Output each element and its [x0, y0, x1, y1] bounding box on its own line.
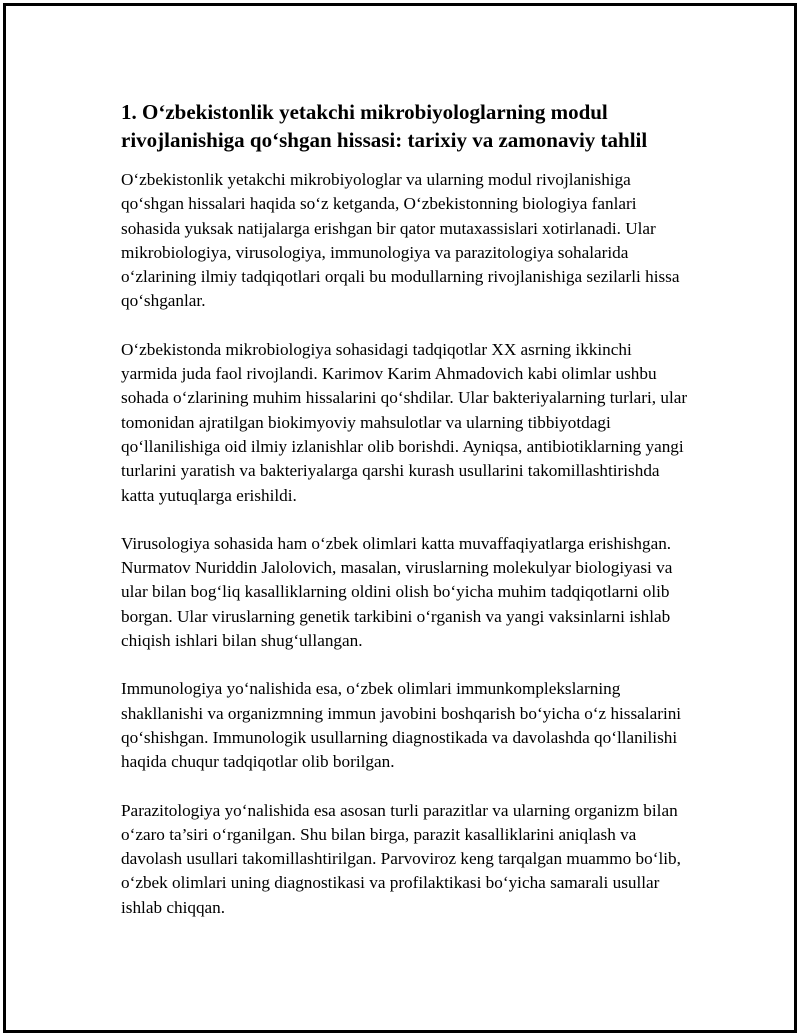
section-heading: 1. O‘zbekistonlik yetakchi mikrobiyologlarning modul rivojlanishiga qo‘shgan hissasi: tarixiy va zamonaviy tahlil [121, 100, 648, 152]
page [3, 3, 797, 1033]
paragraph-virology: Virusologiya sohasida ham o‘zbek olimlari katta muvaffaqiyatlarga erishishgan. Nurmatov Nuriddin Jalolovich, masalan, viruslarning molekulyar biologiyasi va ular bilan bog‘liq kasalliklarning oldini olish bo‘yicha muhim tadqiqotlarni olib borgan. Ular viruslarning genetik tarkibini o‘rganish va yangi vaksinlarni ishlab chiqish ishlari bilan shug‘ullangan. [121, 533, 673, 651]
paragraph-parasitology: Parazitologiya yo‘nalishida esa asosan turli parazitlar va ularning organizm bilan o‘zaro ta’siri o‘rganilgan. Shu bilan birga, parazit kasalliklarini aniqlash va davolash usullari takomillashtirilgan. Parvoviroz keng tarqalgan muammo bo‘lib, o‘zbek olimlari uning diagnostikasi va profilaktikasi bo‘yicha samarali usullar ishlab chiqqan. [121, 800, 681, 917]
paragraph-immunology: Immunologiya yo‘nalishida esa, o‘zbek olimlari immunkomplekslarning shakllanishi va organizmning immun javobini boshqarish bo‘yicha o‘z hissalarini qo‘shishgan. Immunologik usullarning diagnostikada va davolashda qo‘llanilishi haqida chuqur tadqiqotlar olib borilgan. [121, 679, 682, 772]
paragraph-microbiology: O‘zbekistonda mikrobiologiya sohasidagi tadqiqotlar XX asrning ikkinchi yarmida juda faol rivojlandi. Karimov Karim Ahmadovich kabi olimlar ushbu sohada o‘zlarining muhim hissalarini qo‘shdilar. Ular bakteriyalarning turlari, ular tomonidan ajratilgan biokimyoviy mahsulotlar va ularning tibbiyotdagi qo‘llanilishiga oid ilmiy izlanishlar olib borishdi. Ayniqsa, antibiotiklarning yangi turlarini yaratish va bakteriyalarga qarshi kurash usullarini takomillashtirishda katta yutuqlarga erishildi. [121, 339, 688, 505]
paragraph-microbiology-intro: O‘zbekistonlik yetakchi mikrobiyologlar va ularning modul rivojlanishiga qo‘shgan hissalari haqida so‘z ketganda, O‘zbekistonning biologiya fanlari sohasida yuksak natijalarga erishgan bir qator mutaxassislari xotirlanadi. Ular mikrobiologiya, virusologiya, immunologiya va parazitologiya sohalarida o‘zlarining ilmiy tadqiqotlari orqali bu modullarning rivojlanishiga sezilarli hissa qo‘shganlar. [121, 170, 680, 311]
document-body [121, 98, 691, 944]
